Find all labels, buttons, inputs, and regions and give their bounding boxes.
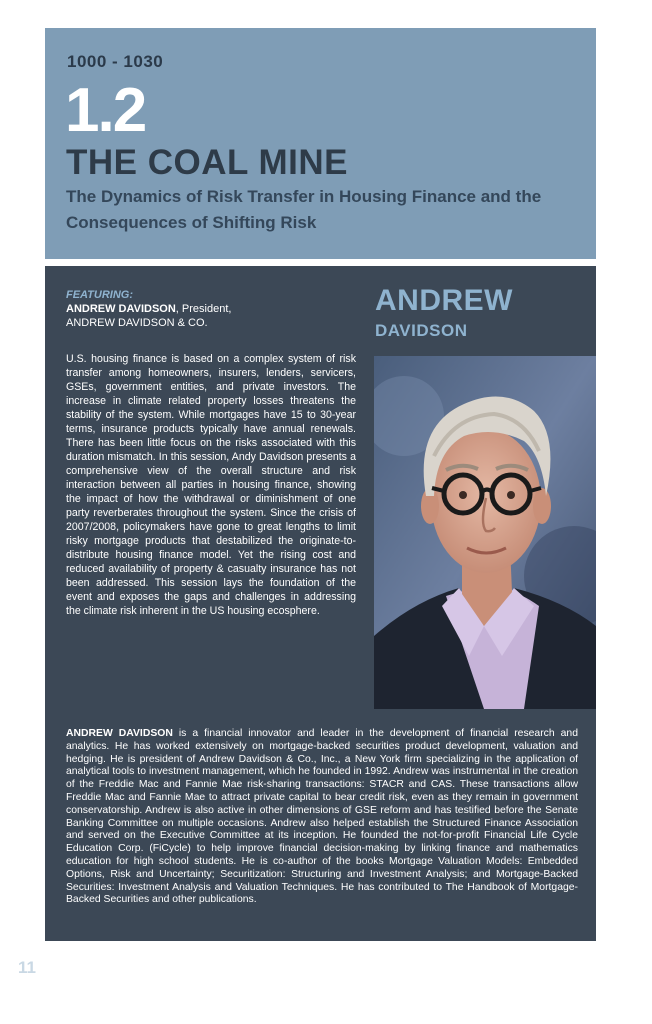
bio-text: is a financial innovator and leader in the development of financial research and analytics. He has worked extensively on mortgage-backed securities product development, valuation and hedging. He is president of Andrew Davidson & Co., Inc., a New York firm specializing in the application of analytical tools to investment management, which he founded in 1992. Andrew was instrumental in the creation of the Freddie Mac and Fannie Mae risk-sharing transactions: STACR and CAS. These transactions allow Freddie Mac and Fannie Mae to attract private capital to bear credit risk, even as they remain in government conservatorship. Andrew is also active in other dimensions of GSE reform and has testified before the Senate Banking Committee on multiple occasions. Andrew also helped establish the Structured Finance Association and served on the Executive Committee at its inception. He founded the not-for-profit Financial Life Cycle Education Corp. (FiCycle) to help improve financial decision-making by linking finance and mathematics education for high school students. He is co-author of the books Mortgage Valuation Models: Embedded Options, Risk and Uncertainty; Securitization: Structuring and Investment Analysis; and Mortgage-Backed Securities: Investment Analysis and Valuation Techniques. He has contributed to The Handbook of Mortgage-Backed Securities and other publications. <box>66 728 578 906</box>
speaker-bio <box>66 728 578 907</box>
session-header <box>45 28 596 259</box>
session-number: 1.2 <box>65 76 146 145</box>
session-abstract: U.S. housing finance is based on a complex system of risk transfer among homeowners, insurers, lenders, servicers, GSEs, government entities, and private investors. The increase in climate related property losses threatens the stability of the system. While mortgages have 15 to 30-year terms, insurance products typically have annual renewals. There has been little focus on the risks associated with this duration mismatch. In this session, Andy Davidson presents a comprehensive view of the overall structure and risk interaction between all parties in housing finance, showing the impact of how the withdrawal or diminishment of one party reverberates throughout the system. Since the crisis of 2007/2008, policymakers have gone to great lengths to limit risky mortgage products that destabilized the originate-to-distribute housing finance model. Yet the rising cost and reduced availability of property & casualty insurance has not been addressed. This session lays the foundation of the event and exposes the gaps and challenges in addressing the climate risk inherent in the US housing ecosphere. <box>66 353 356 617</box>
session-subtitle: The Dynamics of Risk Transfer in Housing Finance and the Consequences of Shifting Risk <box>66 187 542 232</box>
speaker-last-name: DAVIDSON <box>375 321 468 340</box>
featuring-block <box>66 288 356 330</box>
session-details-panel <box>45 266 596 941</box>
featuring-role: , President, <box>175 303 232 315</box>
bio-name: ANDREW DAVIDSON <box>66 728 173 739</box>
session-time: 1000 - 1030 <box>67 52 164 71</box>
speaker-portrait-illustration <box>374 356 596 709</box>
featuring-company: ANDREW DAVIDSON & CO. <box>66 317 208 329</box>
page-number: 11 <box>18 958 36 977</box>
featuring-label: FEATURING: <box>66 289 134 301</box>
session-title: THE COAL MINE <box>66 143 348 182</box>
speaker-photo <box>374 356 596 709</box>
speaker-first-name: ANDREW <box>375 284 513 317</box>
featuring-speaker-line <box>66 302 356 316</box>
featuring-name: ANDREW DAVIDSON <box>66 303 176 315</box>
